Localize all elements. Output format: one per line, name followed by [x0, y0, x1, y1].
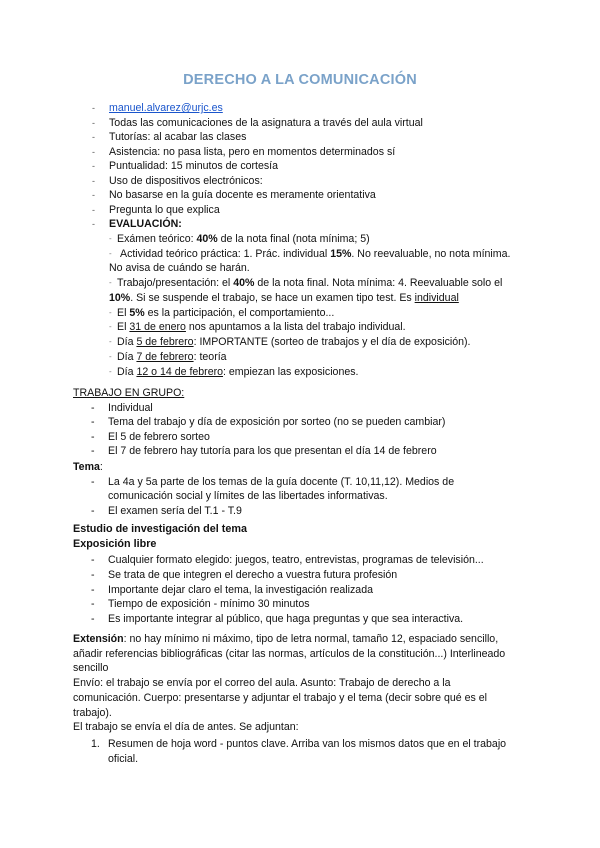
- email-link[interactable]: manuel.alvarez@urjc.es: [109, 102, 223, 114]
- eval-actividad: [120, 247, 510, 261]
- eval-text: Trabajo/presentación: el: [117, 277, 234, 289]
- eval-text: Exámen teórico:: [117, 233, 197, 245]
- list-item: El 5 de febrero sorteo: [108, 431, 210, 443]
- list-item-cont: comunicación social y límites de las libertades informativas.: [108, 490, 388, 502]
- bullet-dash: -: [109, 234, 112, 243]
- exposicion-heading: Exposición libre: [73, 538, 157, 550]
- eval-percent: 5%: [129, 307, 145, 319]
- bullet-dash: -: [92, 118, 95, 128]
- bullet-dash: -: [92, 176, 95, 186]
- extension-label: Extensión: [73, 633, 124, 645]
- eval-text: Día: [117, 351, 137, 363]
- eval-text: de la nota final. Nota mínima: 4. Reevaluable solo el: [254, 277, 503, 289]
- eval-enero: [117, 320, 406, 334]
- eval-exposiciones: [117, 365, 358, 379]
- bullet-dash: -: [109, 367, 112, 376]
- bullet-dash: -: [91, 505, 95, 517]
- envio-line4: El trabajo se envía el día de antes. Se adjuntan:: [73, 721, 299, 733]
- eval-percent: 40%: [233, 277, 255, 289]
- list-item: Todas las comunicaciones de la asignatura a través del aula virtual: [109, 117, 423, 129]
- bullet-dash: -: [91, 613, 95, 625]
- list-item: Se trata de que integren el derecho a vuestra futura profesión: [108, 569, 398, 581]
- bullet-dash: -: [91, 598, 95, 610]
- eval-text: : IMPORTANTE (sorteo de trabajos y el día de exposición).: [193, 336, 471, 348]
- bullet-dash: -: [91, 402, 95, 414]
- evaluation-heading: EVALUACIÓN:: [109, 218, 182, 230]
- list-item: Individual: [108, 402, 153, 414]
- eval-examen: [117, 232, 370, 246]
- eval-date: 31 de enero: [129, 321, 186, 333]
- list-item: El 7 de febrero hay tutoría para los que presentan el día 14 de febrero: [108, 445, 437, 457]
- bullet-dash: -: [109, 352, 112, 361]
- envio-line1: Envío: el trabajo se envía por el correo del aula. Asunto: Trabajo de derecho a la: [73, 677, 451, 689]
- list-item: No basarse en la guía docente es meramente orientativa: [109, 189, 376, 201]
- bullet-dash: -: [91, 431, 95, 443]
- eval-date: 7 de febrero: [136, 351, 194, 363]
- bullet-dash: -: [92, 103, 95, 113]
- eval-text: es la participación, el comportamiento...: [144, 307, 335, 319]
- extension-line2: añadir referencias bibliográficas (citar las normas, artículos de la constitución...) Interlineado: [73, 648, 506, 660]
- numbered-item-cont: oficial.: [108, 753, 139, 765]
- eval-percent: 15%: [330, 248, 352, 260]
- tema-label: Tema: [73, 461, 100, 473]
- list-item: Tiempo de exposición - mínimo 30 minutos: [108, 598, 310, 610]
- estudio-heading: Estudio de investigación del tema: [73, 523, 247, 535]
- bullet-dash: -: [91, 416, 95, 428]
- bullet-dash: -: [91, 554, 95, 566]
- tema-heading: [73, 460, 103, 474]
- list-item: Tutorías: al acabar las clases: [109, 131, 247, 143]
- eval-participacion: [117, 306, 334, 320]
- eval-trabajo-line2: [109, 291, 459, 305]
- bullet-dash: -: [91, 569, 95, 581]
- bullet-dash: -: [109, 337, 112, 346]
- extension-line3: sencillo: [73, 662, 109, 674]
- bullet-dash: -: [92, 147, 95, 157]
- bullet-dash: -: [109, 278, 112, 287]
- bullet-dash: -: [92, 190, 95, 200]
- numbered-marker: 1.: [91, 738, 100, 750]
- eval-text: : empiezan las exposiciones.: [223, 366, 359, 378]
- eval-sorteo: [117, 335, 471, 349]
- eval-text: de la nota final (nota mínima; 5): [217, 233, 370, 245]
- bullet-dash: -: [92, 219, 95, 229]
- bullet-dash: -: [109, 249, 112, 258]
- eval-text: Día: [117, 366, 137, 378]
- eval-date: 5 de febrero: [136, 336, 194, 348]
- bullet-dash: -: [92, 161, 95, 171]
- eval-text: Actividad teórico práctica: 1. Prác. individual: [120, 248, 331, 260]
- list-item: Asistencia: no pasa lista, pero en momentos determinados sí: [109, 146, 396, 158]
- eval-text: Día: [117, 336, 137, 348]
- list-item: Puntualidad: 15 minutos de cortesía: [109, 160, 279, 172]
- eval-trabajo: [117, 276, 502, 290]
- eval-percent: 10%: [109, 292, 131, 304]
- grupo-heading: TRABAJO EN GRUPO:: [73, 387, 185, 399]
- envio-line3: trabajo).: [73, 707, 112, 719]
- eval-text: . No reevaluable, no nota mínima.: [351, 248, 511, 260]
- bullet-dash: -: [109, 308, 112, 317]
- list-item: El examen sería del T.1 - T.9: [108, 505, 242, 517]
- eval-text: : teoría: [193, 351, 227, 363]
- list-item: La 4a y 5a parte de los temas de la guía docente (T. 10,11,12). Medios de: [108, 476, 455, 488]
- bullet-dash: -: [109, 322, 112, 331]
- page-title: DERECHO A LA COMUNICACIÓN: [183, 72, 417, 88]
- tema-colon: :: [99, 461, 103, 473]
- bullet-dash: -: [91, 584, 95, 596]
- eval-actividad-line2: No avisa de cuándo se harán.: [109, 262, 250, 274]
- list-item: Uso de dispositivos electrónicos:: [109, 175, 263, 187]
- eval-text: El: [117, 321, 130, 333]
- envio-line2: comunicación. Cuerpo: presentarse y adjuntar el trabajo y el tema (decir sobre qué es el: [73, 692, 487, 704]
- extension-line1: [73, 632, 498, 646]
- numbered-item: Resumen de hoja word - puntos clave. Arriba van los mismos datos que en el trabajo: [108, 738, 507, 750]
- list-item: Tema del trabajo y día de exposición por sorteo (no se pueden cambiar): [108, 416, 446, 428]
- eval-date: 12 o 14 de febrero: [136, 366, 224, 378]
- extension-text: : no hay mínimo ni máximo, tipo de letra normal, tamaño 12, espaciado sencillo,: [123, 633, 499, 645]
- eval-text: . Si se suspende el trabajo, se hace un examen tipo test. Es: [130, 292, 415, 304]
- list-item: Cualquier formato elegido: juegos, teatro, entrevistas, programas de televisión...: [108, 554, 484, 566]
- list-item: Importante dejar claro el tema, la investigación realizada: [108, 584, 373, 596]
- eval-teoria: [117, 350, 227, 364]
- bullet-dash: -: [92, 205, 95, 215]
- eval-text: nos apuntamos a la lista del trabajo individual.: [185, 321, 406, 333]
- bullet-dash: -: [92, 132, 95, 142]
- eval-percent: 40%: [196, 233, 218, 245]
- eval-text: El: [117, 307, 130, 319]
- list-item: Pregunta lo que explica: [109, 204, 220, 216]
- list-item: Es importante integrar al público, que haga preguntas y que sea interactiva.: [108, 613, 464, 625]
- bullet-dash: -: [91, 476, 95, 488]
- bullet-dash: -: [91, 445, 95, 457]
- eval-underlined: individual: [414, 292, 459, 304]
